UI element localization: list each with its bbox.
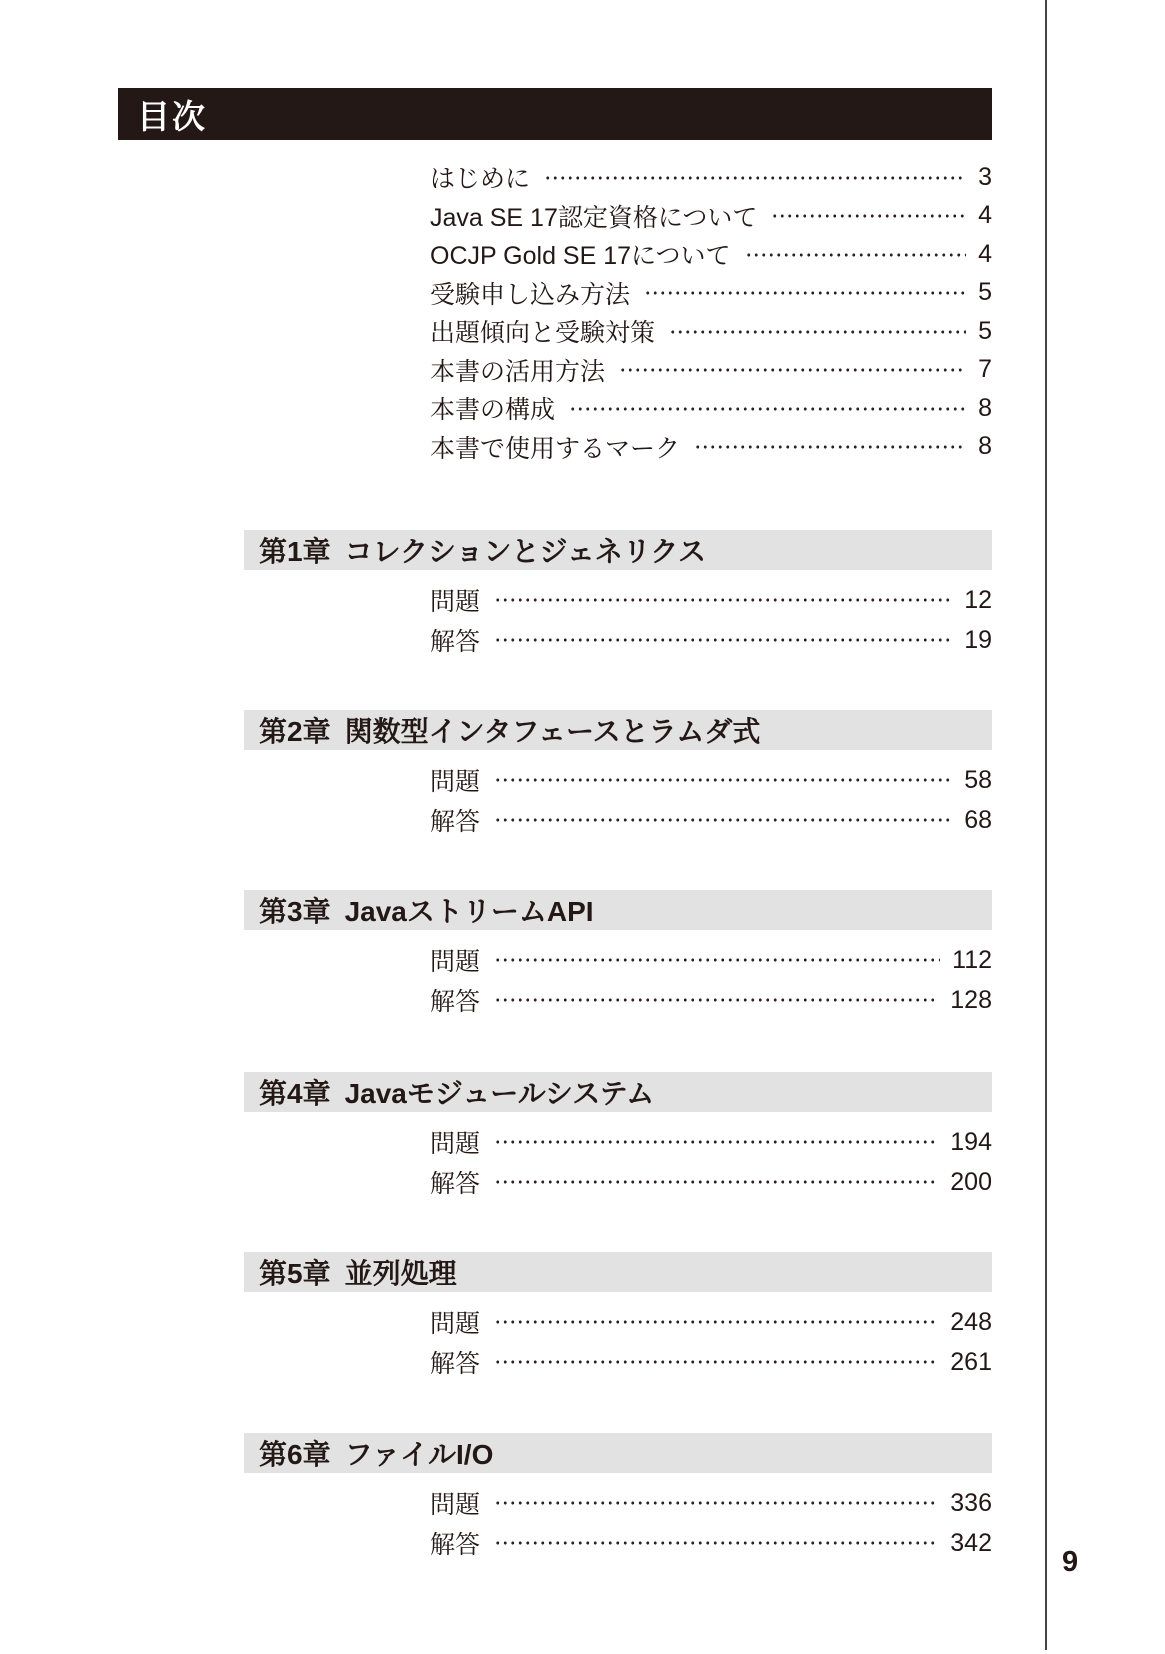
toc-entry-page: 194 [950, 1127, 992, 1156]
front-matter-list [430, 158, 992, 466]
toc-entry-label: 解答 [430, 1350, 481, 1378]
toc-entry [430, 580, 992, 620]
chapter-title-bar [244, 710, 992, 750]
toc-entry-label: 解答 [430, 808, 481, 836]
chapter-number: 第4章 [259, 1078, 331, 1109]
toc-entry-label: 本書の構成 [430, 396, 556, 425]
toc-entry-page: 200 [950, 1167, 992, 1196]
dot-leader [544, 158, 966, 197]
chapter-title-bar [244, 1072, 992, 1112]
toc-entry [430, 1302, 992, 1342]
dot-leader [494, 1523, 938, 1563]
toc-entry-page: 3 [978, 162, 992, 191]
toc-entry [430, 1483, 992, 1523]
chapter-name: JavaストリームAPI [344, 896, 594, 927]
chapter-entries [430, 1302, 992, 1382]
toc-entry [430, 389, 992, 428]
toc-title: 目次 [137, 97, 207, 135]
toc-entry-label: 問題 [430, 1130, 481, 1158]
toc-entry [430, 940, 992, 980]
toc-entry-page: 261 [950, 1347, 992, 1376]
toc-entry [430, 1523, 992, 1563]
toc-entry-label: 解答 [430, 1170, 481, 1198]
dot-leader [494, 1302, 938, 1342]
chapter-entries [430, 940, 992, 1020]
dot-leader [494, 1162, 938, 1202]
chapter-title-bar [244, 1433, 992, 1473]
chapter-number: 第6章 [259, 1439, 331, 1470]
toc-entry-label: 問題 [430, 588, 481, 616]
toc-entry-label: 本書で使用するマーク [430, 434, 681, 463]
toc-entry [430, 1162, 992, 1202]
chapter-number: 第5章 [259, 1258, 331, 1289]
chapter-entries [430, 1483, 992, 1563]
toc-entry-page: 8 [978, 432, 992, 461]
dot-leader [494, 1122, 938, 1162]
toc-entry-page: 112 [952, 945, 992, 974]
dot-leader [771, 197, 966, 236]
toc-entry-label: 問題 [430, 768, 481, 796]
toc-entry [430, 197, 992, 236]
toc-entry-page: 58 [964, 765, 992, 794]
page-edge-rule [1045, 0, 1047, 1650]
toc-entry-page: 4 [978, 201, 992, 230]
chapter-number: 第2章 [259, 716, 331, 747]
toc-entry-label: 受験申し込み方法 [430, 280, 631, 309]
chapter-name: Javaモジュールシステム [344, 1078, 655, 1109]
folio-page-number: 9 [1062, 1546, 1079, 1578]
toc-entry-label: 出題傾向と受験対策 [430, 319, 656, 348]
chapter-title-bar [244, 890, 992, 930]
toc-entry [430, 351, 992, 390]
toc-entry-page: 7 [978, 355, 992, 384]
toc-entry-page: 12 [964, 585, 992, 614]
chapter-name: ファイルI/O [344, 1439, 494, 1470]
toc-entry-page: 4 [978, 239, 992, 268]
toc-entry-label: 解答 [430, 1531, 481, 1559]
toc-entry [430, 620, 992, 660]
dot-leader [494, 620, 952, 660]
dot-leader [569, 389, 966, 428]
toc-entry [430, 760, 992, 800]
toc-entry-label: 問題 [430, 948, 481, 976]
toc-entry-label: Java SE 17認定資格について [430, 203, 758, 232]
toc-entry-page: 128 [950, 985, 992, 1014]
dot-leader [694, 428, 966, 467]
toc-entry-label: はじめに [430, 165, 531, 194]
toc-entry-page: 5 [978, 316, 992, 345]
dot-leader [745, 235, 967, 274]
dot-leader [644, 274, 966, 313]
toc-entry-page: 8 [978, 393, 992, 422]
dot-leader [494, 580, 952, 620]
chapter-entries [430, 760, 992, 840]
chapter-number: 第3章 [259, 896, 331, 927]
toc-entry [430, 158, 992, 197]
toc-entry-page: 248 [950, 1307, 992, 1336]
toc-entry-page: 336 [950, 1488, 992, 1517]
dot-leader [494, 1483, 938, 1523]
dot-leader [619, 351, 966, 390]
chapter-entries [430, 580, 992, 660]
toc-entry-page: 5 [978, 278, 992, 307]
dot-leader [494, 760, 952, 800]
chapter-name: コレクションとジェネリクス [344, 536, 707, 567]
toc-entry-label: 問題 [430, 1310, 481, 1338]
dot-leader [669, 312, 966, 351]
chapter-entries [430, 1122, 992, 1202]
toc-entry [430, 312, 992, 351]
toc-entry-label: 問題 [430, 1491, 481, 1519]
toc-entry-label: 解答 [430, 988, 481, 1016]
toc-entry-page: 68 [964, 805, 992, 834]
toc-entry-label: OCJP Gold SE 17について [430, 242, 731, 271]
dot-leader [494, 800, 952, 840]
toc-header-bar [118, 88, 992, 140]
toc-entry [430, 800, 992, 840]
toc-entry-label: 本書の活用方法 [430, 357, 606, 386]
chapter-title-bar [244, 1252, 992, 1292]
chapter-name: 関数型インタフェースとラムダ式 [344, 716, 761, 747]
toc-entry-page: 19 [964, 625, 992, 654]
dot-leader [494, 980, 938, 1020]
toc-entry [430, 235, 992, 274]
toc-entry-page: 342 [950, 1528, 992, 1557]
toc-entry [430, 428, 992, 467]
toc-entry-label: 解答 [430, 628, 481, 656]
chapter-title-bar [244, 530, 992, 570]
dot-leader [494, 1342, 938, 1382]
toc-entry [430, 980, 992, 1020]
dot-leader [494, 940, 940, 980]
chapter-name: 並列処理 [344, 1258, 457, 1289]
toc-entry [430, 1122, 992, 1162]
toc-entry [430, 274, 992, 313]
chapter-number: 第1章 [259, 536, 331, 567]
toc-entry [430, 1342, 992, 1382]
